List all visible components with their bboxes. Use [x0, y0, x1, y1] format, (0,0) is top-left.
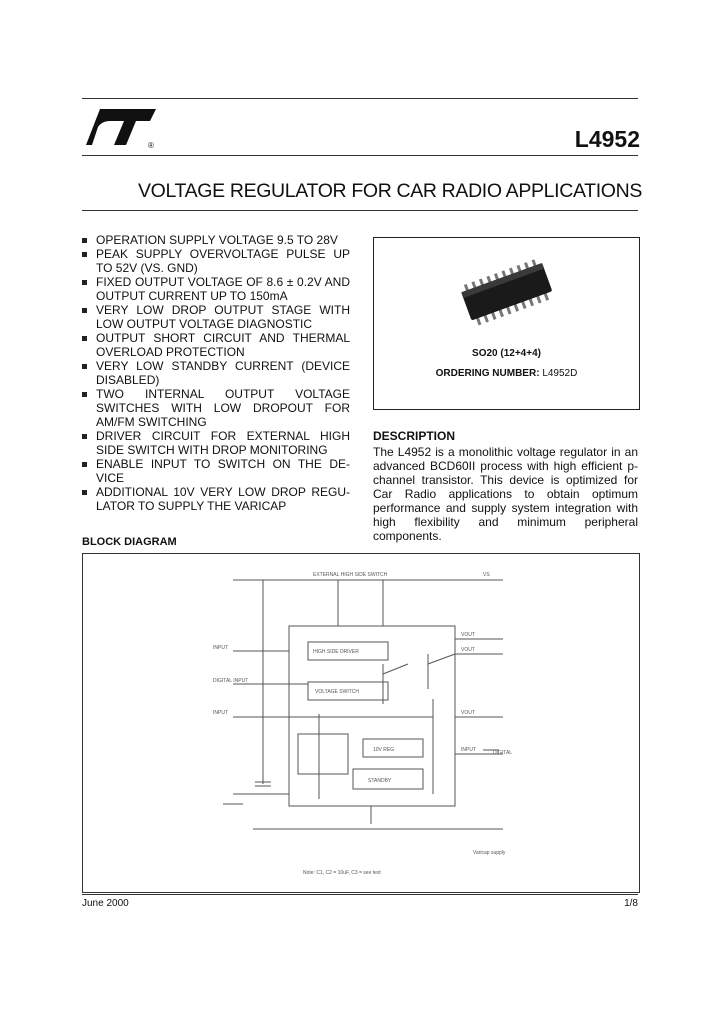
feature-item: TWO INTERNAL OUTPUT VOLTAGE SWITCHES WITH LOW DROPOUT FOR AM/FM SWITCHING	[82, 387, 350, 429]
svg-text:HIGH SIDE DRIVER: HIGH SIDE DRIVER	[313, 649, 359, 655]
registered-mark: ®	[148, 141, 154, 150]
title-rule	[82, 210, 638, 211]
feature-item: VERY LOW DROP OUTPUT STAGE WITH LOW OUTPUT VOLTAGE DIAGNOSTIC	[82, 303, 350, 331]
feature-item: DRIVER CIRCUIT FOR EXTERNAL HIGH SIDE SWITCH WITH DROP MONITORING	[82, 429, 350, 457]
package-name: SO20 (12+4+4)	[472, 348, 541, 359]
svg-text:VOUT: VOUT	[461, 632, 475, 638]
feature-item: OPERATION SUPPLY VOLTAGE 9.5 TO 28V	[82, 233, 350, 247]
svg-text:INPUT: INPUT	[461, 747, 476, 753]
header-rule	[82, 155, 638, 156]
svg-text:Varicap supply: Varicap supply	[473, 850, 506, 856]
page-number: 1/8	[624, 898, 638, 909]
ordering-value: L4952D	[542, 368, 578, 379]
svg-text:VS: VS	[483, 572, 490, 578]
svg-text:STANDBY: STANDBY	[368, 778, 392, 784]
footer-date: June 2000	[82, 898, 129, 909]
part-number: L4952	[574, 126, 640, 152]
svg-text:VOUT: VOUT	[461, 710, 475, 716]
top-rule	[82, 98, 638, 99]
so20-package-image	[454, 252, 564, 332]
svg-text:VOUT: VOUT	[461, 647, 475, 653]
svg-text:EXTERNAL HIGH SIDE SWITCH: EXTERNAL HIGH SIDE SWITCH	[313, 572, 388, 578]
document-title: VOLTAGE REGULATOR FOR CAR RADIO APPLICATIONS	[138, 180, 642, 202]
description-heading: DESCRIPTION	[373, 429, 456, 443]
block-diagram-heading: BLOCK DIAGRAM	[82, 536, 177, 548]
svg-text:INPUT: INPUT	[213, 710, 228, 716]
ordering-label: ORDERING NUMBER:	[435, 368, 540, 379]
block-diagram-box	[82, 553, 640, 893]
ordering-number	[374, 368, 639, 379]
description-text: The L4952 is a monolithic voltage regulator in an advanced BCD60II process with high efficient p-channel transistor. This device is optimized for Car Radio applications to obtain optimum performance and supply system integration with high flexibility and minimum peripheral components.	[373, 445, 638, 543]
block-diagram-image	[83, 554, 639, 892]
feature-item: ADDITIONAL 10V VERY LOW DROP REGU-LATOR TO SUPPLY THE VARICAP	[82, 485, 350, 513]
svg-text:Note: C1, C2 = 10uF, C3 = see: Note: C1, C2 = 10uF, C3 = see text	[303, 870, 381, 876]
feature-item: VERY LOW STANDBY CURRENT (DEVICE DISABLED)	[82, 359, 350, 387]
footer-rule	[82, 894, 638, 895]
svg-text:10V REG: 10V REG	[373, 747, 395, 753]
feature-item: FIXED OUTPUT VOLTAGE OF 8.6 ± 0.2V AND OUTPUT CURRENT UP TO 150mA	[82, 275, 350, 303]
svg-text:DIGITAL: DIGITAL	[493, 750, 513, 756]
feature-item: OUTPUT SHORT CIRCUIT AND THERMAL OVERLOAD PROTECTION	[82, 331, 350, 359]
st-logo	[82, 103, 158, 151]
feature-item: PEAK SUPPLY OVERVOLTAGE PULSE UP TO 52V (VS. GND)	[82, 247, 350, 275]
svg-text:DIGITAL INPUT: DIGITAL INPUT	[213, 678, 249, 684]
svg-text:INPUT: INPUT	[213, 645, 228, 651]
package-box	[373, 237, 640, 410]
feature-list	[82, 233, 350, 513]
svg-text:VOLTAGE SWITCH: VOLTAGE SWITCH	[315, 689, 359, 695]
feature-item: ENABLE INPUT TO SWITCH ON THE DE-VICE	[82, 457, 350, 485]
